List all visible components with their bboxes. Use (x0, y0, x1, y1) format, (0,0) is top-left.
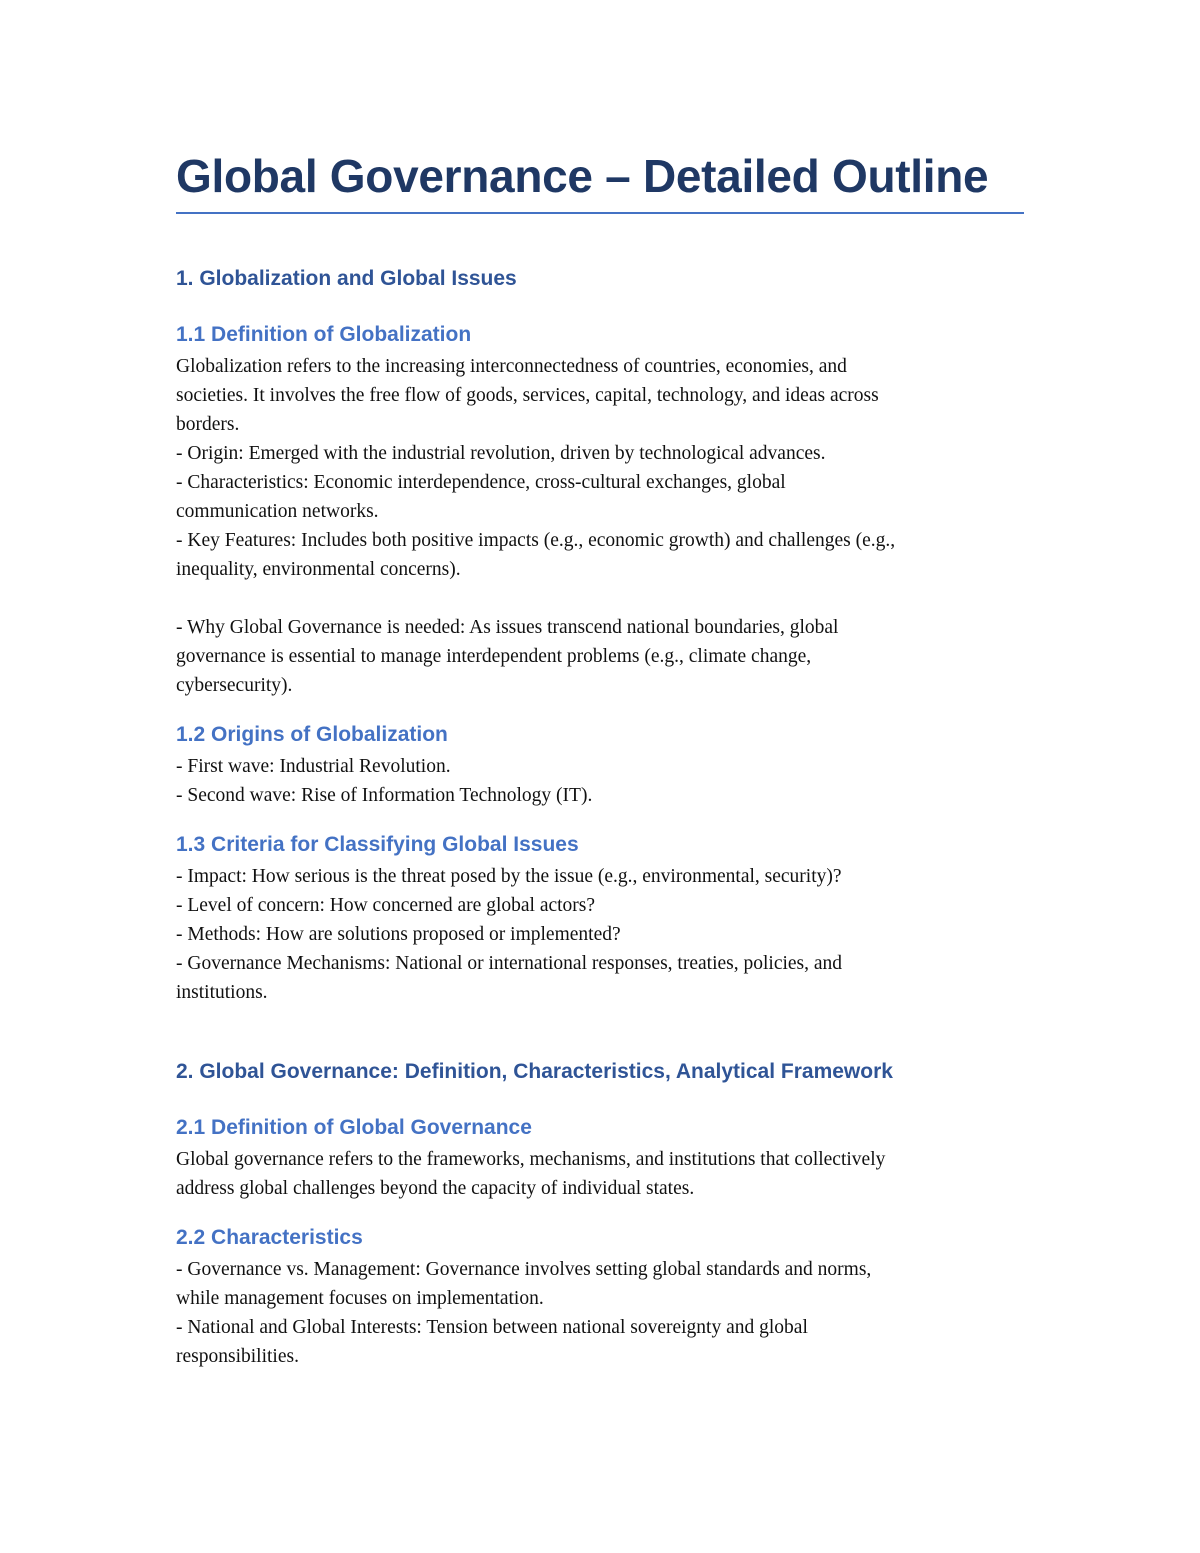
subsection-2-2-body (176, 1255, 1026, 1371)
body-line: - Governance Mechanisms: National or international responses, treaties, policies, and (176, 953, 843, 974)
body-line: - Key Features: Includes both positive impacts (e.g., economic growth) and challenges (e.g., (176, 530, 896, 551)
body-line: - Origin: Emerged with the industrial revolution, driven by technological advances. (176, 443, 826, 464)
body-line: - Why Global Governance is needed: As issues transcend national boundaries, global (176, 617, 839, 638)
body-line: - National and Global Interests: Tension between national sovereignty and global (176, 1317, 808, 1338)
subsection-2-2-heading: 2.2 Characteristics (176, 1226, 363, 1249)
subsection-1-1-heading: 1.1 Definition of Globalization (176, 323, 472, 346)
body-line: - Methods: How are solutions proposed or implemented? (176, 924, 621, 945)
subsection-1-1-body (176, 352, 1026, 584)
body-line: while management focuses on implementation. (176, 1288, 544, 1309)
body-line: - Level of concern: How concerned are global actors? (176, 895, 596, 916)
subsection-1-3-heading: 1.3 Criteria for Classifying Global Issues (176, 833, 579, 856)
body-line: - Characteristics: Economic interdependence, cross-cultural exchanges, global (176, 472, 786, 493)
body-line: institutions. (176, 982, 268, 1003)
body-line: Global governance refers to the frameworks, mechanisms, and institutions that collectively (176, 1149, 886, 1170)
body-line: communication networks. (176, 501, 379, 522)
body-line: Globalization refers to the increasing interconnectedness of countries, economies, and (176, 356, 847, 377)
title-underline (176, 212, 1024, 214)
subsection-1-2-body (176, 752, 1026, 810)
body-line: - Second wave: Rise of Information Technology (IT). (176, 785, 593, 806)
subsection-2-1-heading: 2.1 Definition of Global Governance (176, 1116, 532, 1139)
body-line: address global challenges beyond the capacity of individual states. (176, 1178, 695, 1199)
document-page (176, 148, 1026, 1371)
body-line: - First wave: Industrial Revolution. (176, 756, 451, 777)
subsection-2-1-body (176, 1145, 1026, 1203)
body-line: governance is essential to manage interdependent problems (e.g., climate change, (176, 646, 812, 667)
subsection-1-3-body (176, 862, 1026, 1007)
body-line: cybersecurity). (176, 675, 293, 696)
body-line: - Impact: How serious is the threat posed by the issue (e.g., environmental, security)? (176, 866, 842, 887)
section-2-heading: 2. Global Governance: Definition, Characteristics, Analytical Framework (176, 1060, 893, 1083)
global-governance-need-paragraph (176, 613, 1026, 700)
document-title: Global Governance – Detailed Outline (176, 150, 989, 202)
body-line: borders. (176, 414, 240, 435)
body-line: inequality, environmental concerns). (176, 559, 461, 580)
body-line: societies. It involves the free flow of goods, services, capital, technology, and ideas across (176, 385, 879, 406)
subsection-1-2-heading: 1.2 Origins of Globalization (176, 723, 448, 746)
body-line: responsibilities. (176, 1346, 299, 1367)
body-line: - Governance vs. Management: Governance involves setting global standards and norms, (176, 1259, 872, 1280)
section-1-heading: 1. Globalization and Global Issues (176, 267, 517, 290)
